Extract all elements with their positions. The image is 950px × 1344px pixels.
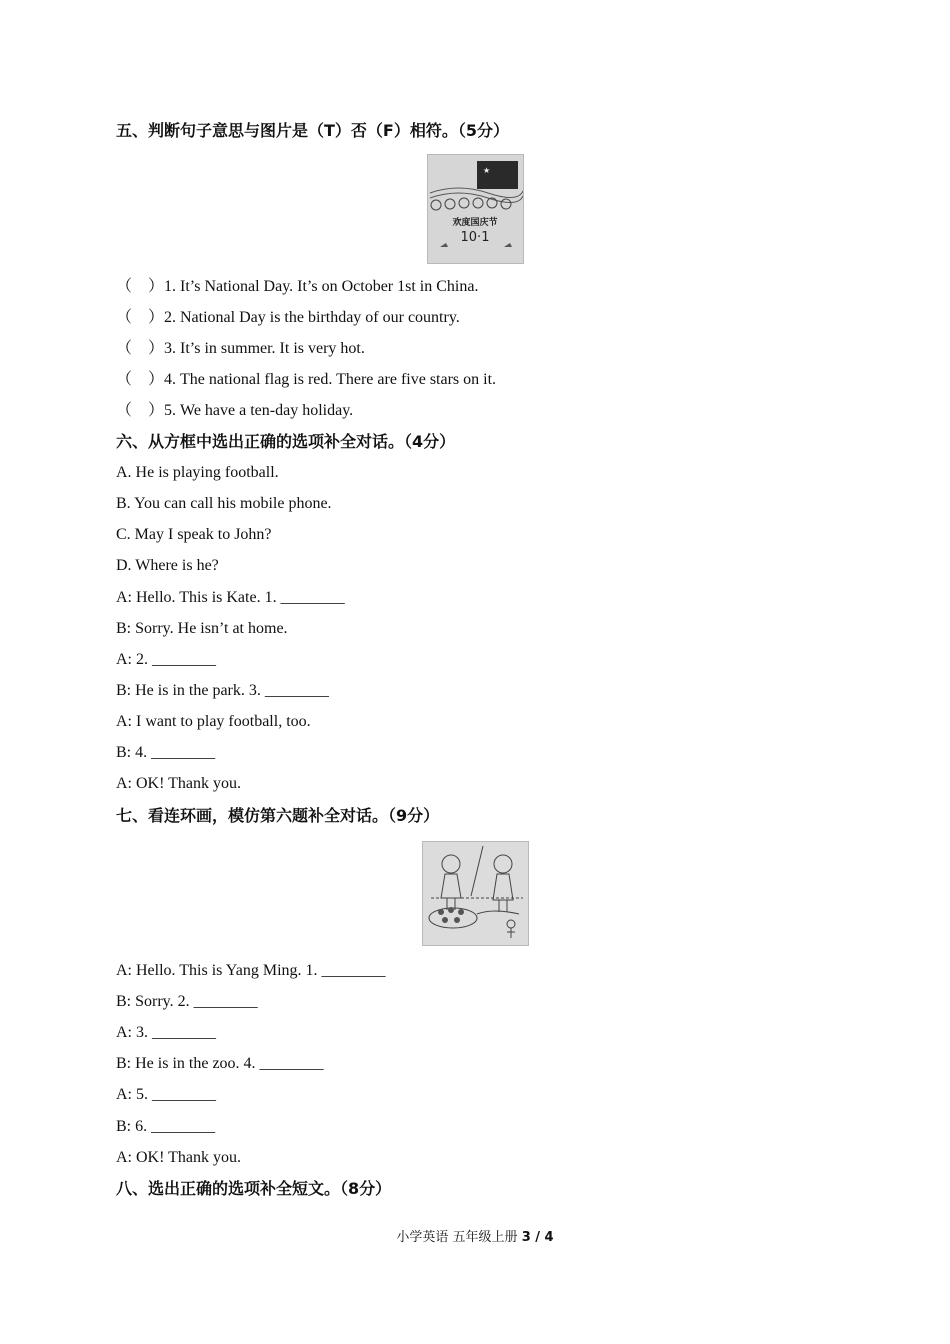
footer-label: 小学英语 五年级上册 [396,1230,518,1245]
svg-text:★: ★ [483,166,491,175]
s5-item-4: （ ）4. The national flag is red. There are five stars on it. [116,371,497,388]
national-day-image [427,154,524,264]
s5-item-3: （ ）3. It’s in summer. It is very hot. [116,340,365,357]
s5-item-2: （ ）2. National Day is the birthday of our country. [116,309,460,326]
s6-option-d: D. Where is he? [116,557,219,574]
section-6-heading: 六、从方框中选出正确的选项补全对话。（4分） [116,432,456,451]
s7-dialogue-line: A: 3. ________ [116,1024,216,1041]
s7-dialogue-line: A: 5. ________ [116,1086,216,1103]
s7-dialogue-line: B: Sorry. 2. ________ [116,993,258,1010]
phone-call-comic-illustration [423,842,528,945]
svg-text:欢度国庆节: 欢度国庆节 [452,218,498,228]
s7-dialogue-line: A: OK! Thank you. [116,1149,242,1166]
s6-dialogue-line: A: I want to play football, too. [116,713,311,730]
s6-dialogue-line: B: Sorry. He isn’t at home. [116,620,288,637]
s6-dialogue-line: B: 4. ________ [116,744,216,761]
s6-option-b: B. You can call his mobile phone. [116,495,332,512]
section-5-heading: 五、判断句子意思与图片是（T）否（F）相符。（5分） [116,121,509,140]
s6-dialogue-line: A: Hello. This is Kate. 1. ________ [116,589,345,606]
s6-dialogue-line: A: 2. ________ [116,651,216,668]
svg-text:10·1: 10·1 [460,230,490,245]
phone-call-comic-image [422,841,529,946]
s6-option-a: A. He is playing football. [116,464,279,481]
s6-option-c: C. May I speak to John? [116,526,272,543]
page-number: 3 / 4 [521,1230,554,1245]
s7-dialogue-line: B: He is in the zoo. 4. ________ [116,1055,324,1072]
s7-dialogue-line: B: 6. ________ [116,1118,216,1135]
section-8-heading: 八、选出正确的选项补全短文。（8分） [116,1179,392,1198]
s7-dialogue-line: A: Hello. This is Yang Ming. 1. ________ [116,962,386,979]
s6-dialogue-line: A: OK! Thank you. [116,775,242,792]
section-7-heading: 七、看连环画，模仿第六题补全对话。（9分） [116,806,440,825]
national-day-illustration [428,155,523,263]
page-footer [0,1226,950,1245]
s5-item-1: （ ）1. It’s National Day. It’s on October 1st in China. [116,278,479,295]
s6-dialogue-line: B: He is in the park. 3. ________ [116,682,329,699]
s5-item-5: （ ）5. We have a ten-day holiday. [116,402,354,419]
